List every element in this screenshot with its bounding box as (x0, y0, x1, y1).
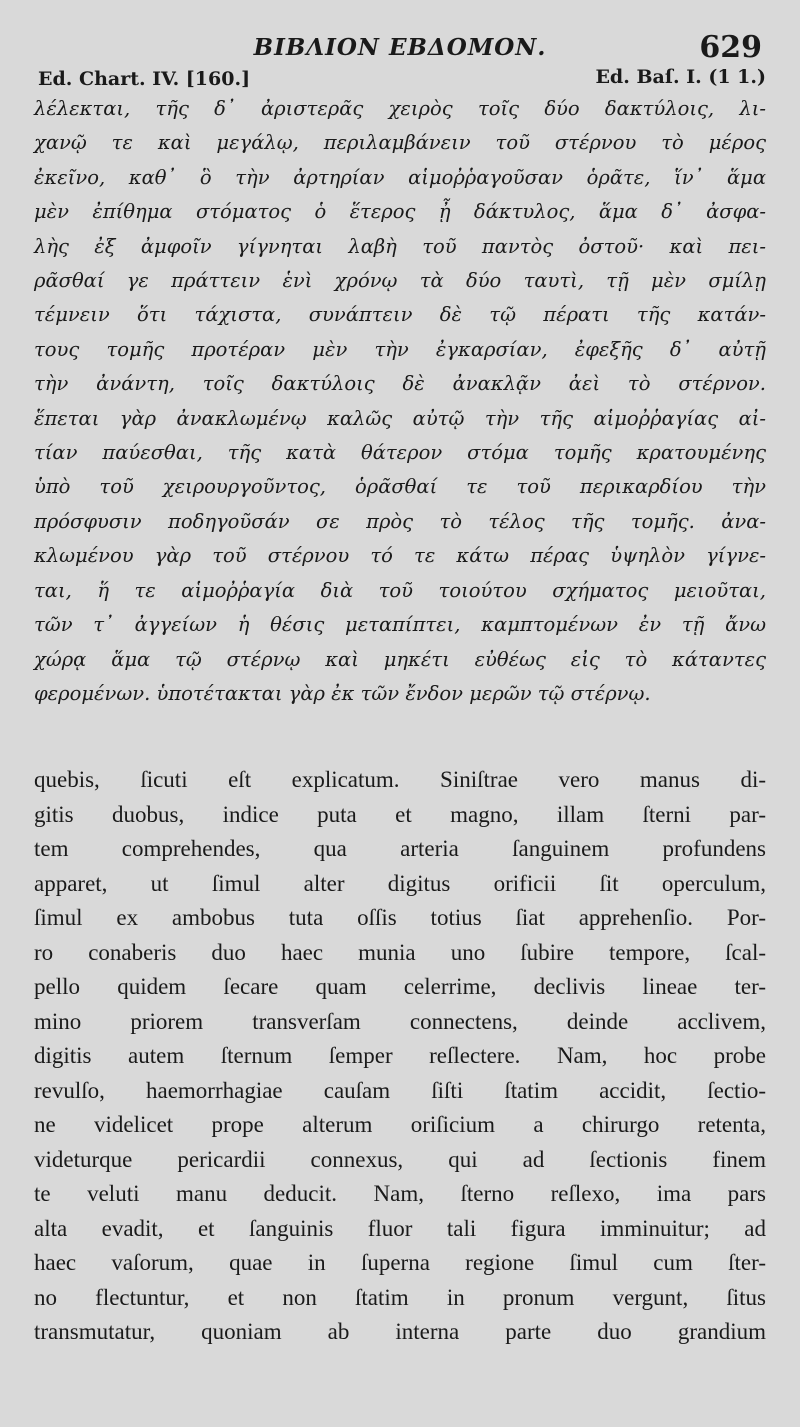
greek-line: πρόσφυσιν ποδηγοῦσάν σε πρὸς τὸ τέλος τῆς τομῆς. ἀνα- (34, 509, 766, 533)
greek-line: φερομένων. ὑποτέτακται γὰρ ἐκ τῶν ἔνδον μερῶν τῷ στέρνῳ. (34, 681, 651, 705)
greek-text (34, 92, 766, 711)
greek-line: τὴν ἀνάντη, τοῖς δακτύλοις δὲ ἀνακλᾷν ἀεὶ τὸ στέρνον. (34, 372, 766, 396)
edition-line (34, 64, 766, 90)
greek-line: λὴς ἐξ ἀμφοῖν γίγνηται λαβὴ τοῦ παντὸς ὀστοῦ· καὶ πει- (34, 234, 766, 258)
edition-left: Ed. Chart. IV. [160.] (38, 68, 251, 90)
latin-line: te veluti manu deducit. Nam, ſterno reſlexo, ima pars (34, 1181, 766, 1207)
edition-right: Ed. Baſ. I. (1 1.) (595, 66, 766, 88)
greek-line: ται, ἥ τε αἱμοῤῥαγία διὰ τοῦ τοιούτου σχήματος μειοῦται, (34, 578, 766, 602)
latin-line: mino priorem transverſam connectens, deinde acclivem, (34, 1008, 766, 1034)
latin-line: gitis duobus, indice puta et magno, illam ſterni par- (34, 801, 766, 827)
greek-line: τέμνειν ὅτι τάχιστα, συνάπτειν δὲ τῷ πέρατι τῆς κατάν- (34, 303, 766, 327)
latin-line: ne videlicet prope alterum oriſicium a chirurgo retenta, (34, 1112, 766, 1138)
latin-line: no flectuntur, et non ſtatim in pronum vergunt, ſitus (34, 1284, 766, 1310)
latin-line: haec vaſorum, quae in ſuperna regione ſimul cum ſter- (34, 1250, 766, 1276)
greek-line: τους τομῆς προτέραν μὲν τὴν ἐγκαρσίαν, ἐφεξῆς δ᾽ αὐτῇ (34, 337, 766, 361)
latin-line: videturque pericardii connexus, qui ad ſectionis finem (34, 1146, 766, 1172)
greek-line: τίαν παύεσθαι, τῆς κατὰ θάτερον στόμα τομῆς κρατουμένης (34, 441, 766, 465)
latin-line: revulſo, haemorrhagiae cauſam ſiſti ſtatim accidit, ſectio- (34, 1077, 766, 1103)
greek-line: χώρᾳ ἅμα τῷ στέρνῳ καὶ μηκέτι εὐθέως εἰς τὸ κάταντες (34, 647, 766, 671)
greek-line: ἕπεται γὰρ ἀνακλωμένῳ καλῶς αὐτῷ τὴν τῆς αἱμοῤῥαγίας αἰ- (34, 406, 766, 430)
greek-line: μὲν ἐπίθημα στόματος ὁ ἕτερος ᾖ δάκτυλος, ἅμα δ᾽ ἀσφα- (34, 200, 766, 224)
greek-line: τῶν τ᾽ ἀγγείων ἡ θέσις μεταπίπτει, καμπτομένων ἐν τῇ ἄνω (34, 613, 766, 637)
greek-line: ἐκεῖνο, καθ᾽ ὃ τὴν ἀρτηρίαν αἱμοῤῥαγοῦσαν ὁρᾶτε, ἵν᾽ ἅμα (34, 165, 766, 189)
running-head (34, 30, 766, 64)
latin-line: alta evadit, et ſanguinis fluor tali figura imminuitur; ad (34, 1215, 766, 1241)
latin-line: ro conaberis duo haec munia uno ſubire tempore, ſcal- (34, 939, 766, 965)
latin-line: transmutatur, quoniam ab interna parte duo grandium (34, 1319, 766, 1345)
greek-line: ρᾶσθαί γε πράττειν ἑνὶ χρόνῳ τὰ δύο ταυτὶ, τῇ μὲν σμίλῃ (34, 269, 766, 293)
greek-line: χανῷ τε καὶ μεγάλῳ, περιλαμβάνειν τοῦ στέρνου τὸ μέρος (34, 131, 766, 155)
latin-line: apparet, ut ſimul alter digitus orificii ſit operculum, (34, 870, 766, 896)
greek-line: ὑπὸ τοῦ χειρουργοῦντος, ὁρᾶσθαί τε τοῦ περικαρδίου τὴν (34, 475, 766, 499)
page-number: 629 (699, 30, 762, 65)
greek-line: λέλεκται, τῆς δ᾽ ἀριστερᾶς χειρὸς τοῖς δύο δακτύλοις, λι- (34, 97, 766, 120)
latin-line: ſimul ex ambobus tuta oſſis totius ſiat apprehenſio. Por- (34, 905, 766, 931)
running-title: BIBΛΙΟΝ ΕΒΔΟΜΟΝ. (253, 34, 547, 61)
latin-line: quebis, ſicuti eſt explicatum. Siniſtrae vero manus di- (34, 767, 766, 793)
latin-line: pello quidem ſecare quam celerrime, declivis lineae ter- (34, 974, 766, 1000)
latin-line: digitis autem ſternum ſemper reſlectere. Nam, hoc probe (34, 1043, 766, 1069)
latin-line: tem comprehendes, qua arteria ſanguinem profundens (34, 836, 766, 862)
latin-text (34, 763, 766, 1350)
greek-line: κλωμένου γὰρ τοῦ στέρνου τό τε κάτω πέρας ὑψηλὸν γίγνε- (34, 544, 766, 568)
